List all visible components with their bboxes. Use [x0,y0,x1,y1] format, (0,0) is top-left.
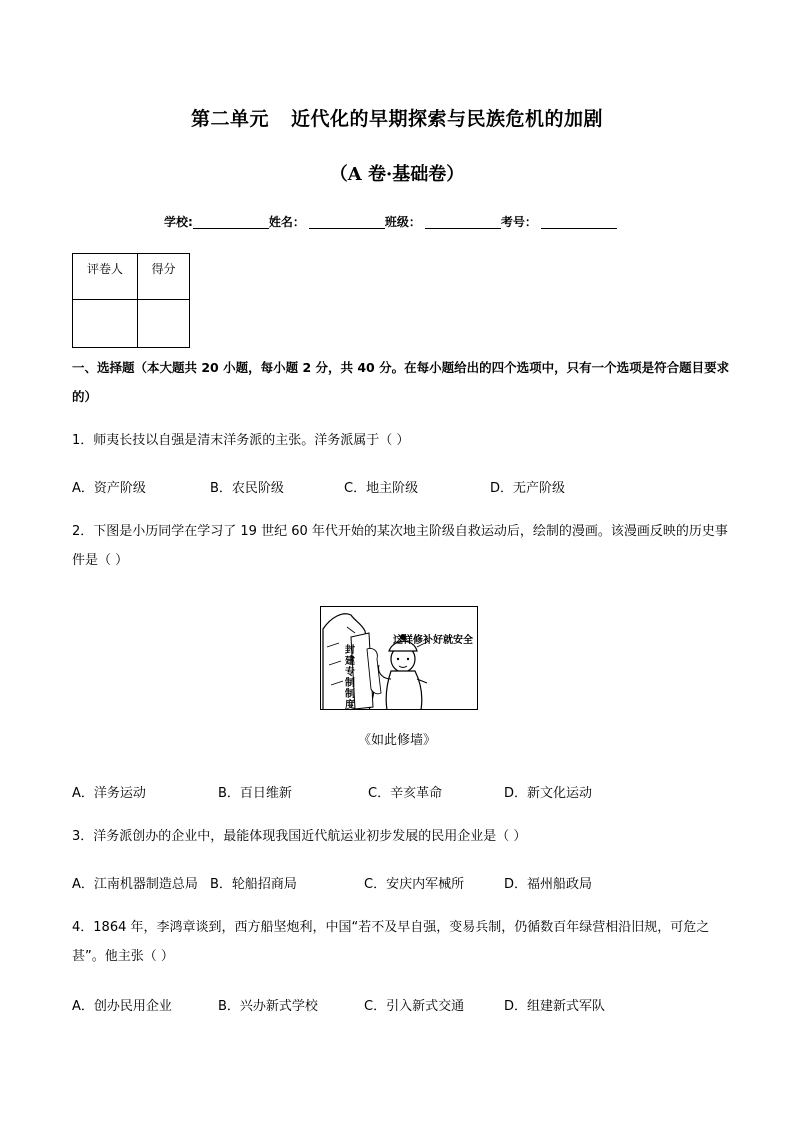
q2-option-a[interactable]: A．洋务运动 [72,786,146,801]
q3-option-b[interactable]: B．轮船招商局 [210,877,297,892]
page-title [0,104,794,131]
cartoon-caption: 《如此修墙》 [357,733,436,748]
title-unit: 第二单元 [190,108,269,130]
cartoon-speech: 这样修补好就安全 [393,635,473,646]
q3-option-c[interactable]: C．安庆内军械所 [364,877,465,892]
q2-option-c[interactable]: C．辛亥革命 [368,786,443,801]
q4-option-a[interactable]: A．创办民用企业 [72,999,172,1014]
grader-cell[interactable] [73,300,138,348]
question-1-stem: 1．师夷长技以自强是清末洋务派的主张。洋务派属于（ ） [72,433,410,448]
score-header: 得分 [138,254,190,300]
class-label: 班级： [384,215,421,229]
score-table [72,253,190,348]
cartoon-figure [320,606,478,710]
school-label: 学校: [164,215,193,229]
cartoon-wall-text: 封建专制制度 [345,645,355,710]
q1-option-d[interactable]: D．无产阶级 [490,481,566,496]
title-topic: 近代化的早期探索与民族危机的加剧 [291,108,604,130]
q4-option-c[interactable]: C．引入新式交通 [364,999,465,1014]
exam-no-label: 考号： [500,215,537,229]
question-1-options [72,477,732,497]
section-heading: 一、选择题（本大题共 20 小题，每小题 2 分，共 40 分。在每小题给出的四个选项中，只有一个选项是符合题目要求的） [72,360,730,404]
q1-option-b[interactable]: B．农民阶级 [210,481,284,496]
q4-option-d[interactable]: D．组建新式军队 [504,999,606,1014]
q3-option-a[interactable]: A．江南机器制造总局 [72,877,198,892]
name-label: 姓名： [268,215,305,229]
question-4-stem: 4．1864 年，李鸿章谈到，西方船坚炮利，中国“若不及早自强，变易兵制，仍循数百年绿营相沿旧规，可危之甚”。他主张（ ） [72,920,710,964]
q3-option-d[interactable]: D．福州船政局 [504,877,593,892]
class-blank[interactable] [425,216,501,229]
question-2-options [72,782,732,802]
q1-option-a[interactable]: A．资产阶级 [72,481,146,496]
student-info-line [164,213,617,230]
q4-option-b[interactable]: B．兴办新式学校 [218,999,318,1014]
name-blank[interactable] [309,216,385,229]
grader-header: 评卷人 [73,254,138,300]
question-3-options [72,873,732,893]
exam-no-blank[interactable] [541,216,617,229]
q2-option-b[interactable]: B．百日维新 [218,786,292,801]
question-3-stem: 3．洋务派创办的企业中，最能体现我国近代航运业初步发展的民用企业是（ ） [72,829,527,844]
q2-option-d[interactable]: D．新文化运动 [504,786,593,801]
q1-option-c[interactable]: C．地主阶级 [344,481,419,496]
score-cell[interactable] [138,300,190,348]
question-2-stem: 2．下图是小历同学在学习了 19 世纪 60 年代开始的某次地主阶级自救运动后，绘制的漫画。该漫画反映的历史事件是（ ） [72,524,728,568]
page-subtitle: （A 卷·基础卷） [329,164,465,185]
question-4-options [72,995,732,1015]
school-blank[interactable] [193,216,269,229]
